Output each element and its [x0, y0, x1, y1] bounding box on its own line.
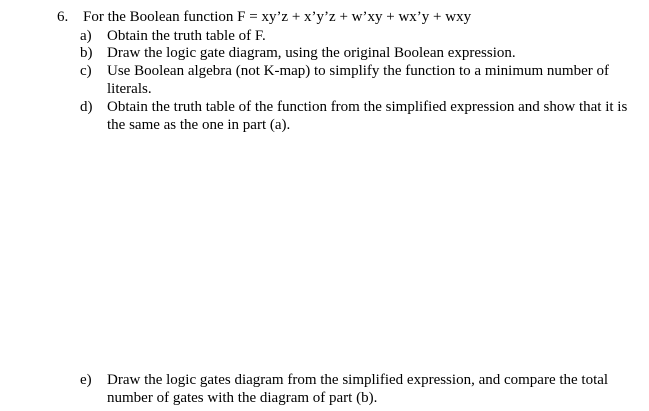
part-b-letter: b)	[80, 45, 93, 61]
part-d-letter: d)	[80, 99, 93, 115]
part-e-letter: e)	[80, 372, 92, 388]
question-stem: For the Boolean function F = xy’z + x’y’z + w’xy + wx’y + wxy	[83, 9, 472, 25]
part-d	[80, 98, 645, 134]
part-d-text: Obtain the truth table of the function from the simplified expression and show that it is the same as the one in part (a).	[107, 99, 628, 133]
part-c	[80, 62, 645, 98]
part-a-letter: a)	[80, 28, 92, 44]
part-b	[80, 44, 645, 62]
part-e	[80, 371, 640, 407]
part-c-letter: c)	[80, 63, 92, 79]
part-c-text: Use Boolean algebra (not K-map) to simplify the function to a minimum number of literals.	[107, 63, 609, 97]
part-a-text: Obtain the truth table of F.	[107, 28, 266, 44]
part-b-text: Draw the logic gate diagram, using the original Boolean expression.	[107, 45, 516, 61]
question-number: 6.	[57, 9, 69, 25]
question-heading	[57, 8, 471, 26]
part-e-text: Draw the logic gates diagram from the simplified expression, and compare the total number of gates with the diagram of part (b).	[107, 372, 609, 406]
part-a	[80, 27, 645, 45]
